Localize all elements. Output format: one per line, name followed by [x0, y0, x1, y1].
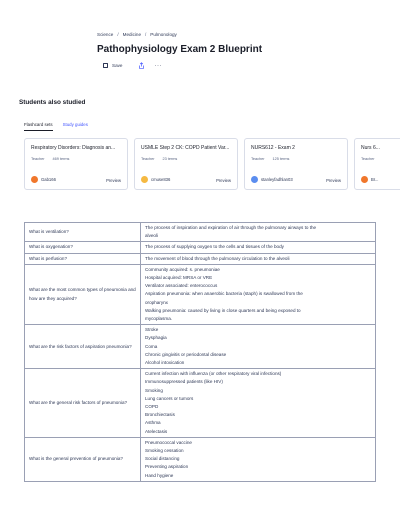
- term-row: [25, 369, 376, 438]
- card-title: NURS612 - Exam 2: [251, 145, 295, 151]
- term-cell: What are the general risk factors of pneumonia?: [25, 369, 141, 438]
- card-terms: 125 terms: [272, 157, 290, 161]
- breadcrumb-medicine[interactable]: Medicine: [122, 32, 142, 37]
- definition-line: Smoking: [145, 387, 163, 393]
- definition-line: COPD: [145, 404, 159, 410]
- definition-line: Lung cancers or tumors: [145, 395, 194, 401]
- term-cell: What is perfusion?: [25, 253, 141, 264]
- definition-line: Hospital acquired: MRSA or VRE: [145, 275, 213, 281]
- page-title: Pathophysiology Exam 2 Blueprint: [97, 44, 263, 55]
- definition-cell: [141, 223, 376, 242]
- set-actions: [103, 62, 162, 69]
- card-author[interactable]: [141, 176, 170, 183]
- definition-cell: [141, 325, 376, 369]
- study-tabs: [24, 122, 98, 131]
- definition-line: oropharynx: [145, 299, 168, 305]
- term-row: [25, 223, 376, 242]
- definition-line: Hand hygiene: [145, 472, 174, 478]
- term-cell: What are the risk factors of aspiration pneumonia?: [25, 325, 141, 369]
- definition-line: Smoking cessation: [145, 448, 184, 454]
- avatar: [141, 176, 148, 183]
- card-terms: 23 terms: [162, 157, 178, 161]
- definition-line: The movement of blood through the pulmonary circulation to the alveoli: [145, 255, 290, 261]
- definition-line: Pneumococcal vaccine: [145, 439, 192, 445]
- related-set-card[interactable]: [134, 138, 238, 190]
- term-row: [25, 253, 376, 264]
- term-row: [25, 242, 376, 253]
- breadcrumb-pulmonology[interactable]: Pulmonology: [150, 32, 177, 37]
- avatar: [251, 176, 258, 183]
- card-meta: [141, 157, 177, 161]
- related-set-card[interactable]: [244, 138, 348, 190]
- term-cell: What is oxygenation?: [25, 242, 141, 253]
- card-role: Teacher: [31, 157, 45, 161]
- preview-button[interactable]: Preview: [106, 178, 121, 183]
- term-cell: What is the general prevention of pneumonia?: [25, 437, 141, 481]
- card-author[interactable]: [251, 176, 293, 183]
- card-terms: 469 terms: [52, 157, 70, 161]
- definition-line: Preventing aspiration: [145, 464, 189, 470]
- save-icon: [103, 63, 108, 68]
- definition-cell: [141, 253, 376, 264]
- card-author[interactable]: [31, 176, 56, 183]
- definition-line: The process of inspiration and expiration of air through the pulmonary airways to the: [145, 225, 317, 230]
- card-title: Nurs 6...: [361, 145, 380, 151]
- share-icon[interactable]: [138, 62, 145, 69]
- breadcrumb-science[interactable]: Science: [97, 32, 114, 37]
- definition-line: Chronic gingivitis or periodontal disease: [145, 351, 227, 357]
- definition-line: Immunosuppressed patients (like HIV): [145, 379, 223, 385]
- breadcrumb: [97, 32, 177, 37]
- related-sets-carousel: [24, 138, 400, 190]
- related-set-card[interactable]: [354, 138, 400, 190]
- avatar: [31, 176, 38, 183]
- definition-cell: [141, 242, 376, 253]
- definition-line: Community acquired: s. pneumoniae: [145, 266, 220, 272]
- card-title: Respiratory Disorders: Diagnosis an...: [31, 145, 116, 151]
- preview-button[interactable]: Preview: [326, 178, 341, 183]
- definition-line: Social distancing: [145, 456, 180, 462]
- term-row: [25, 264, 376, 324]
- author-name: Gab166: [41, 177, 56, 182]
- card-role: Teacher: [141, 157, 155, 161]
- definition-line: Coma: [145, 343, 158, 349]
- author-name: cmuse836: [151, 177, 171, 182]
- avatar: [361, 176, 368, 183]
- breadcrumb-separator: /: [145, 32, 147, 37]
- term-row: [25, 437, 376, 481]
- definition-line: Current infection with influenza (or other respiratory viral infections): [145, 371, 282, 377]
- term-cell: What is ventilation?: [25, 223, 141, 242]
- definition-cell: [141, 369, 376, 438]
- definition-line: Ventilator associated: enterococcus: [145, 283, 218, 289]
- definition-line: Atelectasis: [145, 428, 168, 434]
- definition-line: mycoplasma.: [145, 316, 173, 322]
- related-set-card[interactable]: [24, 138, 128, 190]
- tab-study-guides[interactable]: Study guides: [62, 122, 88, 127]
- definition-line: Asthma: [145, 420, 161, 426]
- definition-line: Alcohol intoxication: [145, 360, 185, 366]
- term-cell: What are the most common types of pneumonia and how are they acquired?: [25, 264, 141, 324]
- card-meta: [251, 157, 289, 161]
- definition-line: alveoli: [145, 233, 159, 239]
- definition-line: Bronchiectasis: [145, 412, 175, 418]
- tab-flashcard-sets[interactable]: Flashcard sets: [24, 122, 53, 131]
- save-button[interactable]: [103, 63, 122, 68]
- card-title: USMLE Step 2 CK: COPD Patient Var...: [141, 145, 230, 151]
- card-meta: [361, 157, 375, 161]
- card-meta: [31, 157, 69, 161]
- definition-cell: [141, 264, 376, 324]
- term-row: [25, 325, 376, 369]
- card-role: Teacher: [361, 157, 375, 161]
- breadcrumb-separator: /: [117, 32, 119, 37]
- terms-table: [24, 222, 376, 482]
- card-author[interactable]: [361, 176, 378, 183]
- definition-line: Dysphagia: [145, 335, 167, 341]
- author-name: stanleyfadhlan03: [261, 177, 293, 182]
- students-also-studied-heading: Students also studied: [19, 99, 86, 106]
- more-options-icon[interactable]: ···: [154, 62, 162, 69]
- definition-line: Stroke: [145, 327, 159, 333]
- definition-line: Walking pneumonia: caused by living in close quarters and being exposed to: [145, 307, 301, 313]
- definition-line: The process of supplying oxygen to the cells and tissues of the body: [145, 244, 284, 250]
- card-role: Teacher: [251, 157, 265, 161]
- author-name: Br...: [371, 177, 379, 182]
- preview-button[interactable]: Preview: [216, 178, 231, 183]
- definition-cell: [141, 437, 376, 481]
- definition-line: Aspiration pneumonia: when anaerobic bacteria (staph) is swallowed from the: [145, 291, 303, 297]
- save-label: Save: [112, 63, 123, 68]
